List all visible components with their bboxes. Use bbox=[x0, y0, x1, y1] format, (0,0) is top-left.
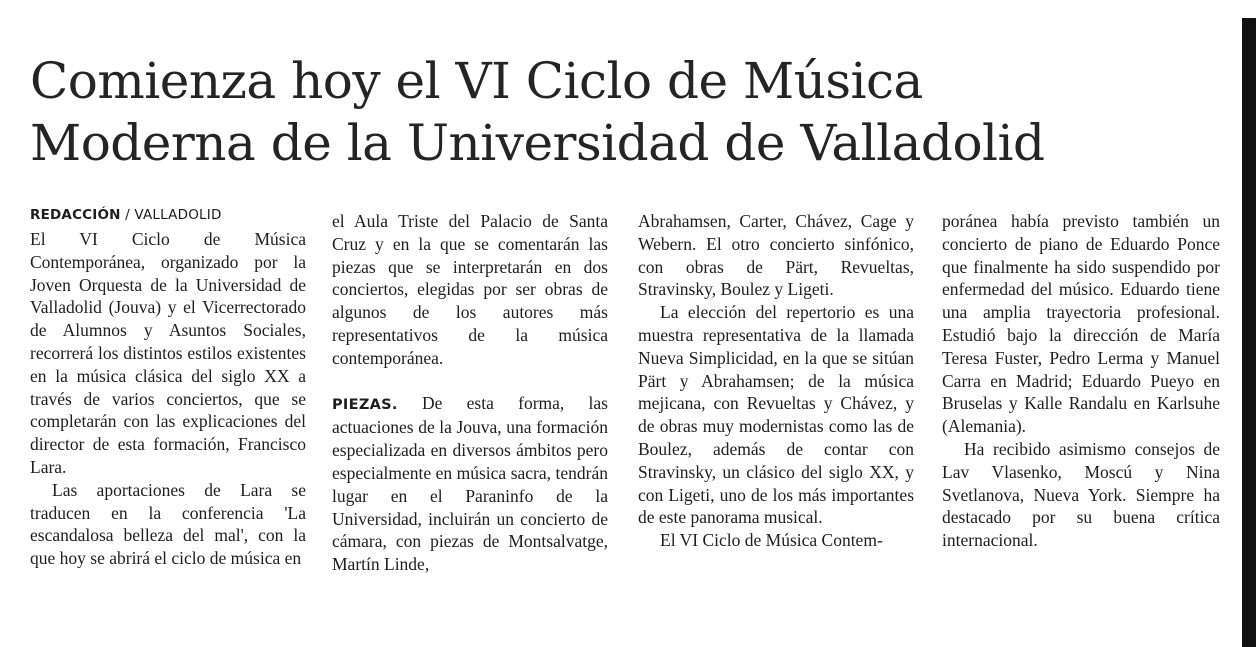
article-column-4 bbox=[942, 210, 1220, 552]
scan-edge-bar bbox=[1242, 18, 1256, 647]
headline bbox=[30, 50, 1045, 174]
paragraph-piezas bbox=[332, 392, 608, 576]
paragraph: el Aula Triste del Palacio de Santa Cruz y en la que se comentarán las piezas que se interpretarán en dos conciertos, elegidas por ser obras de algunos de los autores más representativos de la música contemporánea. bbox=[332, 211, 608, 368]
section-lead: PIEZAS. bbox=[332, 396, 398, 413]
paragraph: El VI Ciclo de Música Contemporánea, organizado por la Joven Orquesta de la Universidad de Valladolid (Jouva) y el Vicerrectorado de Alumnos y Asuntos Sociales, recorrerá los distintos estilos existentes en la música clásica del siglo XX a través de varios conciertos, que se completarán con las explicaciones del director de esta formación, Francisco Lara. bbox=[30, 229, 306, 477]
byline-source: REDACCIÓN bbox=[30, 207, 121, 223]
paragraph: poránea había previsto también un concierto de piano de Eduardo Ponce que finalmente ha sido suspendido por enfermedad del músico. Eduardo tiene una amplia trayectoria profesional. Estudió bajo la dirección de María Teresa Fuster, Pedro Lerma y Manuel Carra en Madrid; Eduardo Pueyo en Bruselas y Kalle Randalu en Karlsuhe (Alemania). bbox=[942, 211, 1220, 437]
paragraph: Abrahamsen, Carter, Chávez, Cage y Webern. El otro concierto sinfónico, con obras de Pärt, Revueltas, Stravinsky, Boulez y Ligeti. bbox=[638, 211, 914, 300]
paragraph: El VI Ciclo de Música Contem- bbox=[660, 530, 883, 551]
paragraph: Ha recibido asimismo consejos de Lav Vlasenko, Moscú y Nina Svetlanova, Nueva York. Siempre ha destacado por su buena crítica internacional. bbox=[942, 438, 1220, 551]
paragraph-text: De esta forma, las actuaciones de la Jouva, una formación especializada en diversos ámbitos pero especialmente en música sacra, tendrán lugar en el Paraninfo de la Universidad, incluirán un concierto de cámara, con piezas de Montsalvatge, Martín Linde, bbox=[332, 392, 608, 575]
article-column-3 bbox=[638, 210, 914, 552]
article-column-2 bbox=[332, 210, 608, 576]
byline-separator: / bbox=[120, 207, 135, 223]
paragraph: Las aportaciones de Lara se traducen en la conferencia 'La escandalosa belleza del mal', con la que hoy se abrirá el ciclo de música en bbox=[30, 479, 306, 569]
headline-line-2: Moderna de la Universidad de Valladolid bbox=[30, 114, 1045, 172]
paragraph: La elección del repertorio es una muestra representativa de la llamada Nueva Simplicidad, en la que se sitúan Pärt y Abrahamsen; de la música mejicana, con Revueltas y Chávez, y de obras muy modernistas como las de Boulez, además de contar con Stravinsky, un clásico del siglo XX, y con Ligeti, uno de los más importantes de este panorama musical. bbox=[638, 302, 914, 528]
headline-line-1: Comienza hoy el VI Ciclo de Música bbox=[30, 52, 923, 110]
section-gap bbox=[332, 370, 608, 392]
byline-place: VALLADOLID bbox=[134, 207, 222, 223]
article-column-1 bbox=[30, 207, 306, 570]
byline bbox=[30, 206, 306, 225]
